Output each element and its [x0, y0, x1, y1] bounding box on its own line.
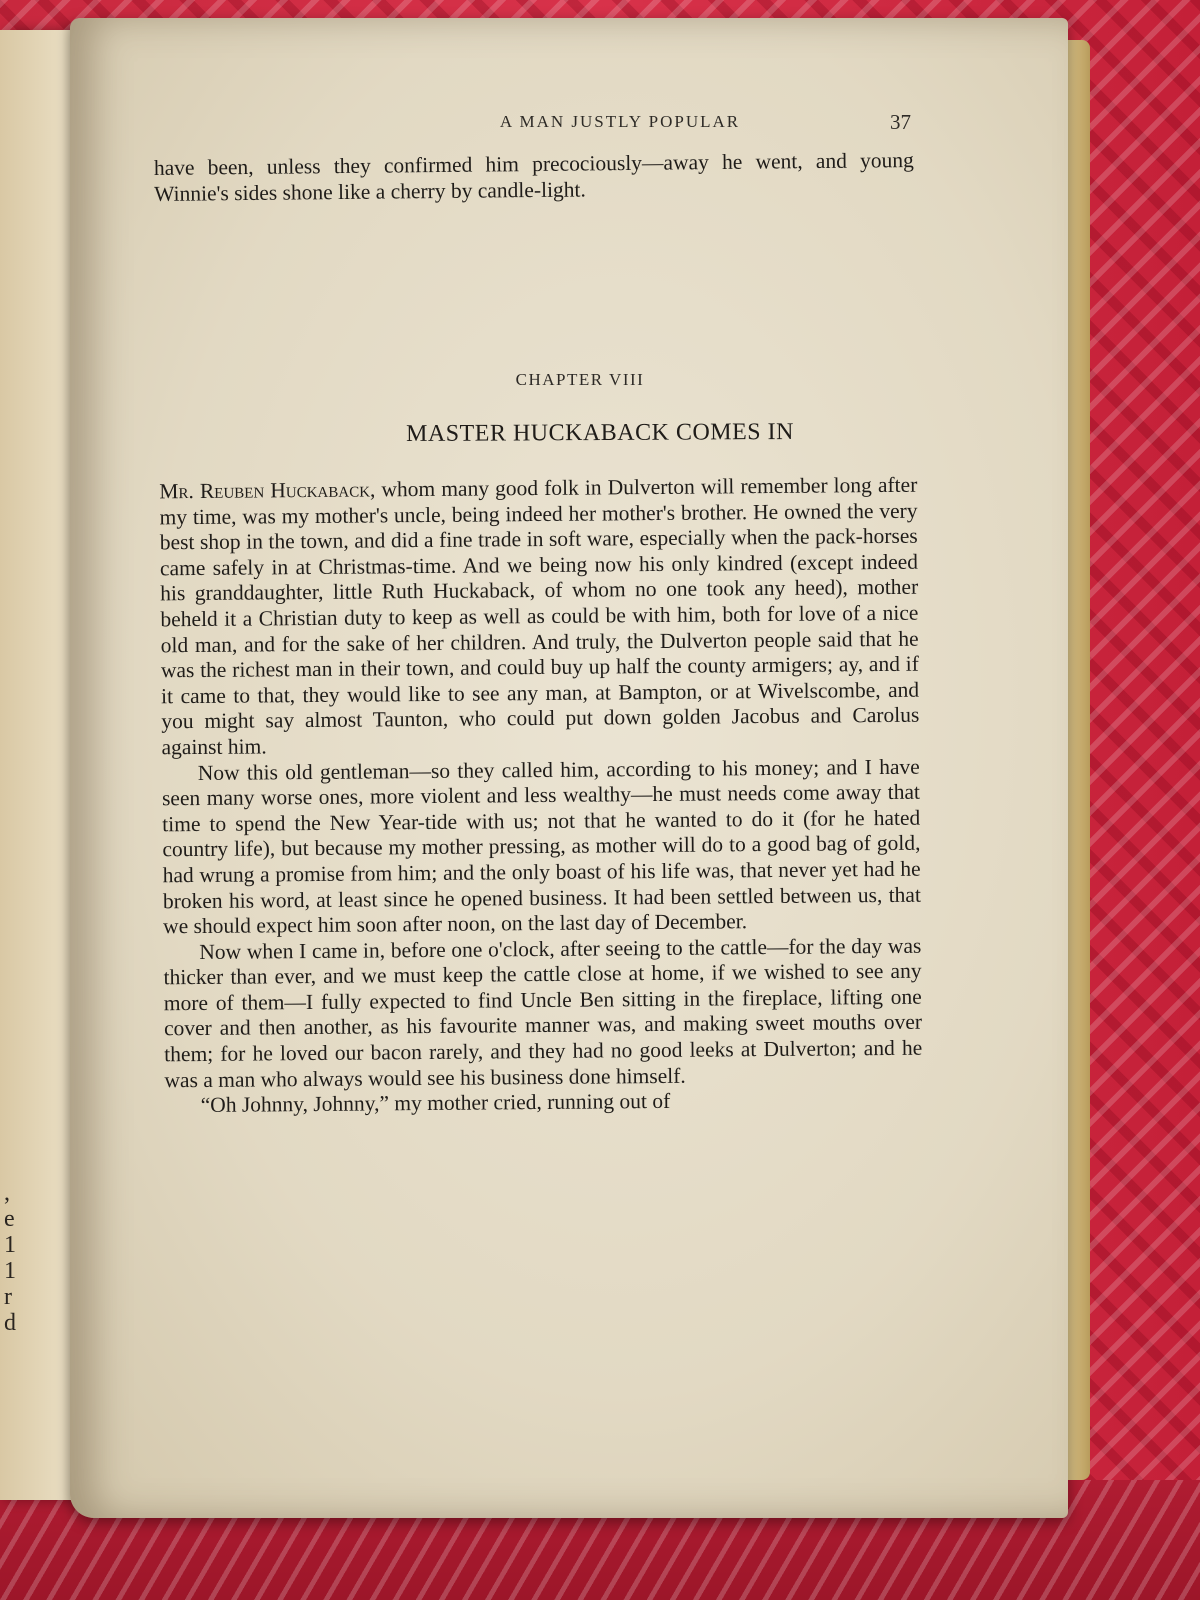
page-number: 37	[890, 110, 911, 134]
left-fragment: 1	[4, 1258, 16, 1284]
running-head: A MAN JUSTLY POPULAR	[499, 112, 741, 131]
left-fragment: e	[4, 1206, 15, 1232]
chapter-number: CHAPTER VIII	[515, 370, 645, 389]
paragraph-4: “Oh Johnny, Johnny,” my mother cried, running out of	[200, 1089, 671, 1118]
intro-paragraph	[154, 148, 914, 207]
left-fragment: r	[4, 1284, 12, 1310]
left-fragment: d	[4, 1310, 16, 1336]
paragraph-3: Now when I came in, before one o'clock, after seeing to the cattle—for the day was thicker than ever, and we must keep the cattle close at home, if we wished to see any more of them—I fully expected to find Uncle Ben sitting in the fireplace, lifting one cover and then another, as his favourite manner was, and making sweet mouths over them; for he loved our bacon rarely, and they had no good leeks at Dulverton; and he was a man who always would see his business done himself.	[163, 933, 923, 1092]
book-page	[70, 18, 1068, 1518]
intro-text: have been, unless they confirmed him precociously—away he went, and young Winnie's sides shone like a cherry by candle-light.	[153, 148, 914, 206]
left-fragment: ,	[4, 1180, 10, 1206]
left-page-text-fragments	[4, 1180, 16, 1336]
chapter-body	[159, 473, 923, 1119]
chapter-title: MASTER HUCKABACK COMES IN	[405, 418, 795, 448]
paragraph-2: Now this old gentleman—so they called him, according to his money; and I have seen many worse ones, more violent and less wealthy—he must needs come away that time to spend the New Year-tide with us; not that he wanted to do it (for he hated country life), but because my mother pressing, as mother will do to a good bag of gold, had wrung a promise from him; and the only boast of his life was, that never yet had he broken his word, at least since he opened business. It had been settled between us, that we should expect him soon after noon, on the last day of December.	[161, 754, 921, 939]
paragraph-lead: Mr. Reuben Huckaback,	[159, 477, 376, 504]
paragraph-1	[159, 473, 919, 761]
left-fragment: 1	[4, 1232, 16, 1258]
paragraph-text: whom many good folk in Dulverton will remember long after my time, was my mother's uncle, being indeed her mother's brother. He owned the very best shop in the town, and did a fine trade in soft ware, especially when the pack-horses came safely in at Christmas-time. And we being now his only kindred (except indeed his granddaughter, little Ruth Huckaback, of whom no one took any heed), mother beheld it a Christian duty to keep as well as could be with him, both for love of a nice old man, and for the sake of her children. And truly, the Dulverton people said that he was the richest man in their town, and could buy up half the county armigers; ay, and if it came to that, they would like to see any man, at Bampton, or at Wivelscombe, and you might say almost Taunton, who could put down golden Jacobus and Carolus against him.	[159, 472, 920, 760]
